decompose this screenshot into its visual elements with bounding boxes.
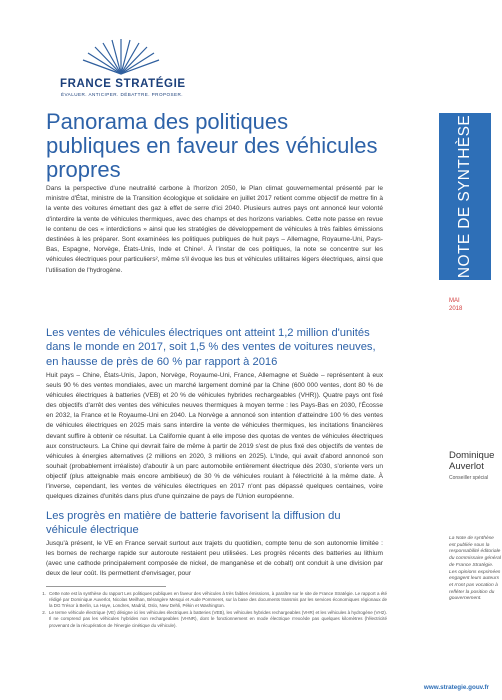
publication-year: 2018 — [449, 306, 463, 312]
editorial-disclaimer: La Note de synthèse est publiée sous la responsabilité éditoriale du commissaire général de France Stratégie. Les opinions exprimées engagent leurs auteurs et n'ont pas vocation à refléter la position du gouvernement. — [449, 536, 501, 602]
publication-month: MAI — [449, 298, 460, 304]
footnote-number: 1. — [42, 591, 46, 596]
footnote-text: Le terme véhicule électrique (VE) désigne ici les véhicules électriques à batteries (VEB), les véhicules hybrides rechargeables (VHR) et les véhicules à hydrogène (VH2). Il ne comprend pas les véhicules hybrides non rechargeables (VHNR), dont le fonctionnement en mode électrique n'excède pas quelques kilomètres (l'électricité provenant de la récupération de l'énergie cinétique du véhicule). — [49, 610, 387, 628]
brand-tagline: ÉVALUER. ANTICIPER. DÉBATTRE. PROPOSER. — [61, 92, 184, 97]
intro-paragraph: Dans la perspective d'une neutralité carbone à l'horizon 2050, le Plan climat gouvernemental présenté par le ministre d'État, ministre de la Transition écologique et solidaire en juillet 2017 retient comme objectif de mettre fin à la vente des voitures émettant des gaz à effet de serre d'ici 2040. Plusieurs autres pays ont annoncé leur volonté d'interdire la vente de véhicules thermiques, avec des champs et des horizons variables. Cette note passe en revue le contenu de ces « interdictions » ainsi que les stratégies de développement de véhicules à très faibles émissions destinées à les préparer. Sont examinées les politiques publiques de huit pays – Allemagne, Royaume-Uni, Pays-Bas, Espagne, Norvège, États-Unis, Inde et Chine¹. À l'instar de ces politiques, la note se concentre sur les véhicules électriques pour particuliers², même s'il évoque les bus et véhicules utilitaires légers électriques, ainsi que l'utilisation de l'hydrogène. — [46, 185, 383, 274]
document-type-label: NOTE DE SYNTHÈSE — [456, 114, 473, 279]
author-first-name: Dominique — [449, 450, 495, 461]
page-title: Panorama des politiques publiques en faveur des véhicules propres — [46, 109, 378, 182]
section-body-sales: Huit pays – Chine, États-Unis, Japon, Norvège, Royaume-Uni, France, Allemagne et Suède – représentent à eux seuls 90 % des ventes mondiales, avec un marché largement dominé par la Chine (600 000 ventes, dont 80 % de véhicules électriques à batteries (VEB) et 20 % de véhicules hybrides rechargeables (VHR)). Quatre pays ont fixé des objectifs d'arrêt des ventes des véhicules neuves thermiques à moyen terme : les Pays-Bas en 2030, l'Écosse en 2032, la France et le Royaume-Uni en 2040. La Norvège a annoncé son intention d'atteindre 100 % des ventes de véhicules électriques en 2025 mais sans interdire la vente de véhicules thermiques, les incitations financières devant suffire à obtenir ce résultat. La Californie quant à elle impose des quotas de ventes de véhicules électriques aux constructeurs. La Chine qui devrait faire de même à partir de 2019 s'est de plus fixé des objectifs de ventes de véhicules à énergies alternatives (2 millions en 2020, 3 millions en 2025). L'Inde, qui avait d'abord annoncé son souhait (probablement irréaliste) d'aboutir à un parc automobile entièrement électrique dès 2030, s'oriente vers un objectif (plus atteignable mais encore ambitieux) de 30 % de véhicules roulant à l'électricité à la même date. À l'inverse, cependant, les ventes de véhicules électriques en 2017 n'ont pas dépassé quelques centaines, voire quelques dizaines d'unités dans plus d'une quinzaine de pays de l'Union européenne. — [46, 372, 383, 501]
section-body-batteries: Jusqu'à présent, le VE en France servait surtout aux trajets du quotidien, compte tenu de son autonomie limitée : les bornes de recharge rapide sur autoroute restaient peu utilisées. Les progrès récents des batteries au lithium (avec une cathode principalement composée de nickel, de manganèse et de cobalt) ont conduit à une division par deux de leur coût. Ils permettent d'envisager, pour — [46, 540, 383, 578]
footnotes — [32, 591, 387, 629]
website-link[interactable]: www.strategie.gouv.fr — [423, 684, 489, 691]
brand-name: FRANCE STRATÉGIE — [60, 78, 186, 90]
author-role: Conseiller spécial — [449, 475, 489, 481]
footnote-divider — [46, 586, 166, 587]
section-heading-batteries: Les progrès en matière de batterie favorisent la diffusion du véhicule électrique — [46, 510, 341, 537]
footnote — [32, 591, 387, 610]
sunburst-logo-icon — [60, 36, 182, 76]
author-name — [449, 450, 494, 472]
sidebar — [391, 0, 502, 700]
footnote-text: Cette note est la synthèse du rapport Les politiques publiques en faveur des véhicules à très faibles émissions, à paraître sur le site de France Stratégie. Le rapport a été rédigé par Dominique Auverlot, Nicolas Meilhan, Bérangère Mesqui et Aude Pommeret, sur la base des documents transmis par les services économiques régionaux de la DG Trésor à Berlin, La Haye, Londres, Madrid, Oslo, New Dehli, Pékin et Washington. — [49, 591, 387, 609]
footnote — [32, 610, 387, 629]
footnote-number: 2. — [42, 610, 46, 616]
publication-date — [449, 297, 462, 313]
document-type-banner — [439, 113, 491, 280]
author-last-name: Auverlot — [449, 461, 484, 472]
section-heading-sales: Les ventes de véhicules électriques ont atteint 1,2 million d'unités dans le monde en 2017, soit 1,5 % des ventes de voitures neuves, en hausse de près de 60 % par rapport à 2016 — [46, 327, 376, 368]
